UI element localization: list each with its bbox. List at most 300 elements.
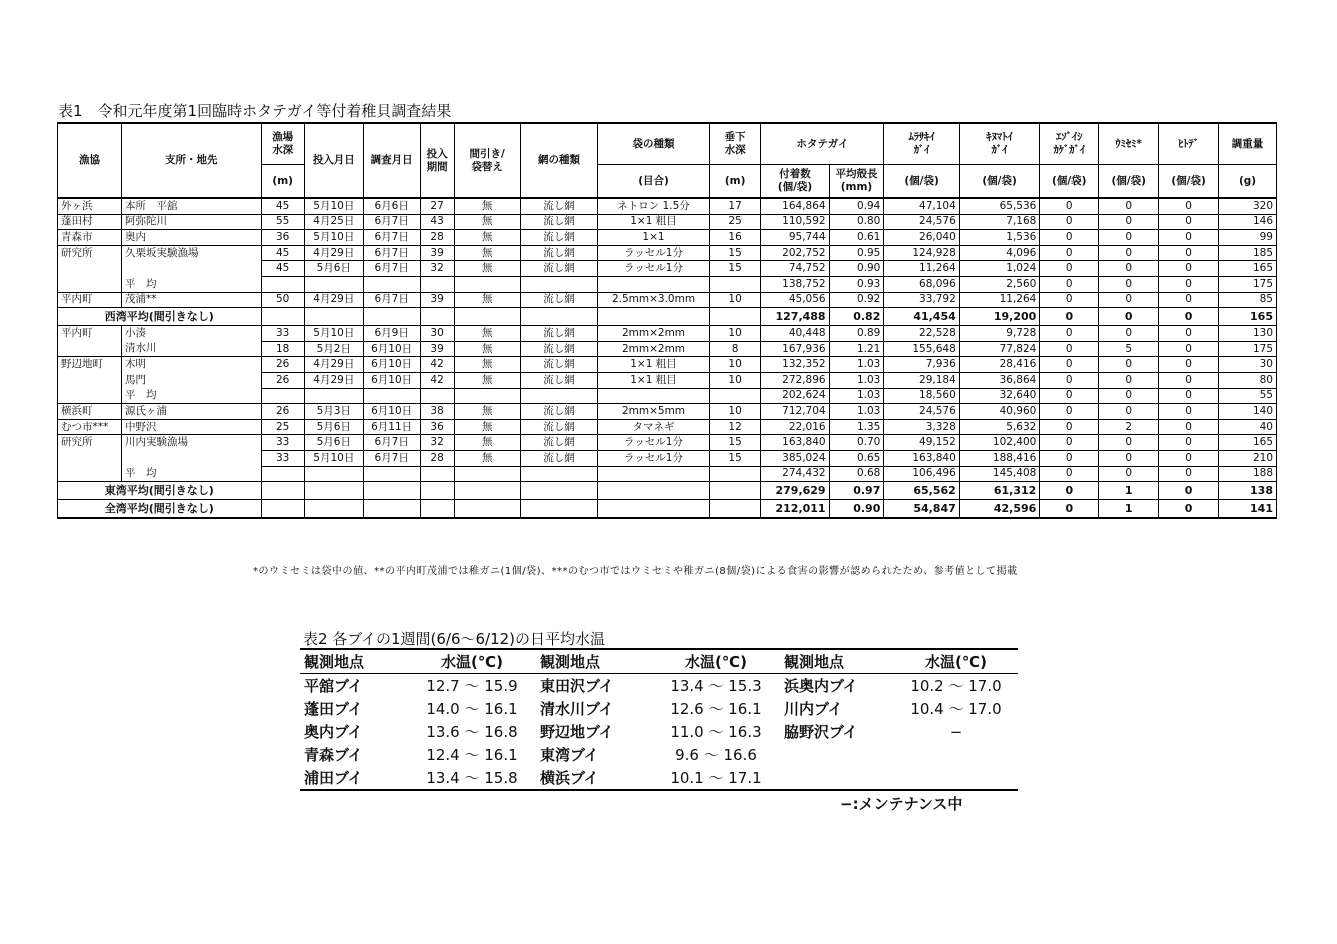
table-cell xyxy=(304,500,363,519)
table-cell: 2,560 xyxy=(959,276,1040,292)
table-cell: 0 xyxy=(1159,500,1219,519)
table1-header xyxy=(58,123,1277,198)
table-cell: 無 xyxy=(454,198,520,214)
header-hotate: ホタテガイ xyxy=(761,123,884,165)
table2 xyxy=(300,648,1018,791)
table-cell: 無 xyxy=(454,450,520,466)
table-cell: 1.03 xyxy=(829,372,884,388)
table-cell: 141 xyxy=(1219,500,1277,519)
cell-gyokyo xyxy=(58,450,122,466)
table-cell: 19,200 xyxy=(959,308,1040,326)
table-cell: 無 xyxy=(454,435,520,451)
table-cell: 無 xyxy=(454,326,520,342)
table-cell: 0 xyxy=(1040,404,1099,420)
station-name: 川内ブイ xyxy=(784,700,843,718)
table-cell: 0 xyxy=(1040,214,1099,230)
table-cell xyxy=(261,466,304,482)
cell-gyokyo: 平内町 xyxy=(58,326,122,342)
table-cell: 210 xyxy=(1219,450,1277,466)
station-name: 青森ブイ xyxy=(304,746,363,764)
cell-gyokyo: むつ市*** xyxy=(58,419,122,435)
header-mabiki: 間引き/ 袋替え xyxy=(454,123,520,198)
table-cell: 5月10日 xyxy=(304,450,363,466)
table-cell xyxy=(454,500,520,519)
table-cell: 0.97 xyxy=(829,482,884,500)
table-cell: 15 xyxy=(709,450,761,466)
header-unit-umisemi: (個/袋) xyxy=(1099,165,1159,199)
table-cell: 1,536 xyxy=(959,230,1040,246)
table-row xyxy=(58,261,1277,277)
table-cell: 99 xyxy=(1219,230,1277,246)
table-row xyxy=(58,341,1277,357)
table-cell: 279,629 xyxy=(761,482,829,500)
table-cell: 1×1 粗目 xyxy=(598,372,710,388)
header-temp-1: 水温(℃) xyxy=(408,649,536,674)
table-cell: 10 xyxy=(709,292,761,308)
table-cell: 45 xyxy=(261,261,304,277)
table-cell: 0 xyxy=(1040,326,1099,342)
table-cell: 7,936 xyxy=(884,357,959,373)
table-cell: 30 xyxy=(420,326,454,342)
table-cell xyxy=(304,276,363,292)
table-row xyxy=(58,198,1277,214)
table-cell: 0 xyxy=(1159,245,1219,261)
table-cell: 0 xyxy=(1040,308,1099,326)
cell-shisho: 馬門 xyxy=(122,372,261,388)
table-row xyxy=(58,388,1277,404)
table-cell: 41,454 xyxy=(884,308,959,326)
header-kinuma: ｷﾇﾏﾄｲ ｶﾞｲ xyxy=(959,123,1040,165)
table-cell: 138 xyxy=(1219,482,1277,500)
header-station-3: 観測地点 xyxy=(780,649,894,674)
table-cell: 42 xyxy=(420,357,454,373)
table-cell: 1 xyxy=(1099,482,1159,500)
table-cell xyxy=(420,482,454,500)
table-cell: 6月9日 xyxy=(363,326,420,342)
table-cell: 0 xyxy=(1099,326,1159,342)
header-unit-ezo: (個/袋) xyxy=(1040,165,1099,199)
table-cell: 5月10日 xyxy=(304,230,363,246)
header-temp-3: 水温(℃) xyxy=(894,649,1018,674)
water-temp: 14.0 〜 16.1 xyxy=(426,700,518,718)
table-cell: 0 xyxy=(1159,230,1219,246)
table-cell: 6月7日 xyxy=(363,292,420,308)
table-cell: 0 xyxy=(1159,435,1219,451)
station-name: 東湾ブイ xyxy=(540,746,599,764)
table-cell: 32,640 xyxy=(959,388,1040,404)
table-cell: 10 xyxy=(709,372,761,388)
header-suika-unit: (m) xyxy=(709,165,761,199)
table-cell xyxy=(598,500,710,519)
table1 xyxy=(57,122,1277,519)
table-cell: 0 xyxy=(1040,419,1099,435)
table-cell: 22,016 xyxy=(761,419,829,435)
table-cell: 132,352 xyxy=(761,357,829,373)
table-cell: 0 xyxy=(1159,419,1219,435)
table-cell xyxy=(454,482,520,500)
cell-shisho xyxy=(122,261,261,277)
table-cell: 6月10日 xyxy=(363,372,420,388)
water-temp: 10.2 〜 17.0 xyxy=(910,677,1002,695)
table-row xyxy=(300,766,1018,790)
header-kikan: 投入 期間 xyxy=(420,123,454,198)
table-cell: 124,928 xyxy=(884,245,959,261)
table-row xyxy=(58,372,1277,388)
table-cell: 45 xyxy=(261,245,304,261)
station-name: 野辺地ブイ xyxy=(540,723,614,741)
table-cell xyxy=(520,500,597,519)
table-cell: 10 xyxy=(709,357,761,373)
table-cell xyxy=(420,388,454,404)
table-cell: 49,152 xyxy=(884,435,959,451)
table-cell: 5月2日 xyxy=(304,341,363,357)
table-cell: 175 xyxy=(1219,276,1277,292)
table-cell: 0 xyxy=(1099,404,1159,420)
header-ezo: ｴｿﾞｲｼ ｶｹﾞｶﾞｲ xyxy=(1040,123,1099,165)
table-cell: 9,728 xyxy=(959,326,1040,342)
table-cell: 流し網 xyxy=(520,198,597,214)
table-cell: 42 xyxy=(420,372,454,388)
table-cell: 212,011 xyxy=(761,500,829,519)
header-unit-hitode: (個/袋) xyxy=(1159,165,1219,199)
table-cell xyxy=(709,500,761,519)
cell-shisho: 茂浦** xyxy=(122,292,261,308)
table-cell: 40,960 xyxy=(959,404,1040,420)
water-temp: 9.6 〜 16.6 xyxy=(675,746,757,764)
cell-shisho: 久栗坂実験漁場 xyxy=(122,245,261,261)
table-cell: 流し網 xyxy=(520,245,597,261)
station-name: 横浜ブイ xyxy=(540,769,599,787)
table-cell: 16 xyxy=(709,230,761,246)
table-cell: 140 xyxy=(1219,404,1277,420)
cell-gyokyo: 青森市 xyxy=(58,230,122,246)
station-name: 脇野沢ブイ xyxy=(784,723,858,741)
table-cell: 24,576 xyxy=(884,214,959,230)
table-cell: 6月7日 xyxy=(363,450,420,466)
table-cell: 145,408 xyxy=(959,466,1040,482)
table-row xyxy=(300,697,1018,720)
table-cell: 0 xyxy=(1099,435,1159,451)
table-cell: 36,864 xyxy=(959,372,1040,388)
table-cell: 10 xyxy=(709,326,761,342)
table-cell: 0 xyxy=(1040,357,1099,373)
table-cell: 165 xyxy=(1219,308,1277,326)
table-cell: 2.5mm×3.0mm xyxy=(598,292,710,308)
table-cell: 4月29日 xyxy=(304,372,363,388)
table-cell: 0 xyxy=(1099,245,1159,261)
table-cell xyxy=(420,308,454,326)
table-cell: 54,847 xyxy=(884,500,959,519)
table-cell: 29,184 xyxy=(884,372,959,388)
table-cell: 33 xyxy=(261,326,304,342)
table-cell: 167,936 xyxy=(761,341,829,357)
cell-gyokyo: 蓬田村 xyxy=(58,214,122,230)
station-name: 東田沢ブイ xyxy=(540,677,614,695)
table-cell: ラッセル1分 xyxy=(598,245,710,261)
table-cell: 0 xyxy=(1040,372,1099,388)
table-cell xyxy=(520,276,597,292)
cell-shisho: 清水川 xyxy=(122,341,261,357)
water-temp: 10.4 〜 17.0 xyxy=(910,700,1002,718)
table-cell: 1.35 xyxy=(829,419,884,435)
table-cell: 39 xyxy=(420,292,454,308)
header-gyokyo: 漁協 xyxy=(58,123,122,198)
cell-gyokyo xyxy=(58,276,122,292)
table-cell: 32 xyxy=(420,261,454,277)
table-cell: 0 xyxy=(1159,341,1219,357)
table-cell: 2mm×5mm xyxy=(598,404,710,420)
average-row xyxy=(58,482,1277,500)
table-cell: 0.93 xyxy=(829,276,884,292)
table-cell: 0 xyxy=(1040,500,1099,519)
table-cell: 0 xyxy=(1040,482,1099,500)
cell-gyokyo: 研究所 xyxy=(58,245,122,261)
table-cell: 0.82 xyxy=(829,308,884,326)
table-cell: 無 xyxy=(454,292,520,308)
average-label: 西湾平均(間引きなし) xyxy=(58,308,262,326)
table-cell: 0 xyxy=(1040,198,1099,214)
table-cell: 47,104 xyxy=(884,198,959,214)
table-cell xyxy=(304,308,363,326)
table-cell: 0 xyxy=(1159,482,1219,500)
table-cell: 0.80 xyxy=(829,214,884,230)
header-unit-murasaki: (個/袋) xyxy=(884,165,959,199)
table-cell: 0.65 xyxy=(829,450,884,466)
table-cell: 25 xyxy=(709,214,761,230)
table-cell: 1×1 粗目 xyxy=(598,357,710,373)
header-shisho: 支所・地先 xyxy=(122,123,261,198)
cell-shisho: 平 均 xyxy=(122,276,261,292)
table-cell: 0 xyxy=(1159,372,1219,388)
water-temp xyxy=(894,766,1018,790)
table-cell: 22,528 xyxy=(884,326,959,342)
table-cell: 5月6日 xyxy=(304,419,363,435)
water-temp: 12.6 〜 16.1 xyxy=(670,700,762,718)
table-cell: 0 xyxy=(1099,466,1159,482)
table-cell: 4,096 xyxy=(959,245,1040,261)
table-cell: 28 xyxy=(420,450,454,466)
table-cell: 11,264 xyxy=(959,292,1040,308)
average-label: 東湾平均(間引きなし) xyxy=(58,482,262,500)
table-row xyxy=(58,450,1277,466)
table-cell: 0 xyxy=(1159,326,1219,342)
table-cell xyxy=(598,276,710,292)
table-cell: 0.94 xyxy=(829,198,884,214)
table1-footnote: *のウミセミは袋中の値、**の平内町茂浦では稚ガニ(1個/袋)、***のむつ市ではウミセミや稚ガニ(8個/袋)による食害の影響が認められたため、参考値として掲載 xyxy=(253,566,1018,577)
table-cell: 無 xyxy=(454,261,520,277)
table-cell xyxy=(363,466,420,482)
table-cell: 188,416 xyxy=(959,450,1040,466)
table-cell: 0.90 xyxy=(829,500,884,519)
table-cell: 6月7日 xyxy=(363,230,420,246)
station-name: 平舘ブイ xyxy=(304,677,363,695)
table-cell xyxy=(520,466,597,482)
table-cell: 85 xyxy=(1219,292,1277,308)
table-cell: 6月10日 xyxy=(363,357,420,373)
table-cell xyxy=(598,388,710,404)
table-cell: 0 xyxy=(1099,450,1159,466)
table-row xyxy=(300,674,1018,698)
maintenance-note: −:メンテナンス中 xyxy=(840,795,963,813)
table-cell xyxy=(261,482,304,500)
table-cell: 0.90 xyxy=(829,261,884,277)
table-cell: 0 xyxy=(1099,198,1159,214)
header-fukuro-unit: (目合) xyxy=(598,165,710,199)
table-cell: 0 xyxy=(1099,308,1159,326)
table-cell: 4月29日 xyxy=(304,357,363,373)
cell-shisho: 阿弥陀川 xyxy=(122,214,261,230)
table-cell: 61,312 xyxy=(959,482,1040,500)
table-cell: 4月29日 xyxy=(304,292,363,308)
table-cell: 0.68 xyxy=(829,466,884,482)
table-cell: 流し網 xyxy=(520,214,597,230)
table-cell xyxy=(261,500,304,519)
station-name: 浜奥内ブイ xyxy=(784,677,858,695)
cell-gyokyo xyxy=(58,388,122,404)
station-name: 清水川ブイ xyxy=(540,700,614,718)
cell-gyokyo xyxy=(58,372,122,388)
table-cell: 0 xyxy=(1159,404,1219,420)
table-row xyxy=(58,292,1277,308)
cell-shisho xyxy=(122,450,261,466)
table-cell: 3,328 xyxy=(884,419,959,435)
header-chosa: 調査月日 xyxy=(363,123,420,198)
table-cell: 0 xyxy=(1159,388,1219,404)
average-label: 全湾平均(間引きなし) xyxy=(58,500,262,519)
header-unit-kinuma: (個/袋) xyxy=(959,165,1040,199)
table-cell: 27 xyxy=(420,198,454,214)
cell-gyokyo xyxy=(58,261,122,277)
table-cell: 74,752 xyxy=(761,261,829,277)
table-cell: 77,824 xyxy=(959,341,1040,357)
table-cell: 5月6日 xyxy=(304,261,363,277)
water-temp xyxy=(894,743,1018,766)
table-cell: 0 xyxy=(1099,276,1159,292)
table-row xyxy=(300,720,1018,743)
table-cell: 無 xyxy=(454,245,520,261)
table-cell: 33 xyxy=(261,435,304,451)
header-station-1: 観測地点 xyxy=(300,649,408,674)
table-cell: 42,596 xyxy=(959,500,1040,519)
header-fukuro: 袋の種類 xyxy=(598,123,710,165)
table-cell: 0 xyxy=(1099,388,1159,404)
table-cell: 40 xyxy=(1219,419,1277,435)
table-cell xyxy=(454,388,520,404)
table-cell: 274,432 xyxy=(761,466,829,482)
table-cell: 30 xyxy=(1219,357,1277,373)
table-cell xyxy=(261,276,304,292)
table-cell: 無 xyxy=(454,230,520,246)
table-cell: 流し網 xyxy=(520,261,597,277)
table-cell: 33 xyxy=(261,450,304,466)
header-suika: 垂下 水深 xyxy=(709,123,761,165)
table-cell: 2mm×2mm xyxy=(598,341,710,357)
table-row xyxy=(58,357,1277,373)
cell-shisho: 小湊 xyxy=(122,326,261,342)
table-row xyxy=(58,435,1277,451)
table-cell: 6月7日 xyxy=(363,214,420,230)
table-cell: 25 xyxy=(261,419,304,435)
water-temp: 12.4 〜 16.1 xyxy=(426,746,518,764)
header-juryo: 調重量 xyxy=(1219,123,1277,165)
cell-shisho: 川内実験漁場 xyxy=(122,435,261,451)
table-cell: 28,416 xyxy=(959,357,1040,373)
table-cell: 流し網 xyxy=(520,292,597,308)
cell-shisho: 木明 xyxy=(122,357,261,373)
table-cell: 1.03 xyxy=(829,388,884,404)
table-cell: ラッセル1分 xyxy=(598,261,710,277)
table-cell: 0 xyxy=(1159,261,1219,277)
table-cell: 流し網 xyxy=(520,326,597,342)
table-cell: 272,896 xyxy=(761,372,829,388)
table-cell: 0 xyxy=(1040,292,1099,308)
table-cell: 28 xyxy=(420,230,454,246)
table-row xyxy=(58,404,1277,420)
station-name xyxy=(780,743,894,766)
header-station-2: 観測地点 xyxy=(536,649,652,674)
table-cell: 無 xyxy=(454,214,520,230)
table-cell: 流し網 xyxy=(520,341,597,357)
table-cell: 0.61 xyxy=(829,230,884,246)
table-cell: 0 xyxy=(1159,276,1219,292)
header-fuchaku: 付着数 (個/袋) xyxy=(761,165,829,199)
table-cell: 163,840 xyxy=(761,435,829,451)
table-cell: 6月7日 xyxy=(363,245,420,261)
table-cell: 0 xyxy=(1040,450,1099,466)
table-cell: 4月25日 xyxy=(304,214,363,230)
table-cell: 106,496 xyxy=(884,466,959,482)
table-cell: 2mm×2mm xyxy=(598,326,710,342)
table-cell: 155,648 xyxy=(884,341,959,357)
table-cell: 5月6日 xyxy=(304,435,363,451)
table-cell: タマネギ xyxy=(598,419,710,435)
table-cell: 1×1 粗目 xyxy=(598,214,710,230)
table-cell: 流し網 xyxy=(520,450,597,466)
table2-title: 表2 各ブイの1週間(6/6〜6/12)の日平均水温 xyxy=(303,630,606,648)
table-cell: 146 xyxy=(1219,214,1277,230)
table-cell: 5 xyxy=(1099,341,1159,357)
table-cell: 無 xyxy=(454,404,520,420)
table-cell: 202,752 xyxy=(761,245,829,261)
table-cell xyxy=(304,466,363,482)
table-cell: 95,744 xyxy=(761,230,829,246)
table-cell: 0 xyxy=(1099,214,1159,230)
table-cell: 0 xyxy=(1159,357,1219,373)
table-cell: 65,536 xyxy=(959,198,1040,214)
table1-title: 表1 令和元年度第1回臨時ホタテガイ等付着稚貝調査結果 xyxy=(58,100,451,123)
header-suishin: 漁場 水深 xyxy=(261,123,304,165)
table-cell: 6月11日 xyxy=(363,419,420,435)
table-cell: 26 xyxy=(261,372,304,388)
table-cell xyxy=(709,466,761,482)
table-cell: 0 xyxy=(1159,466,1219,482)
table-cell: 33,792 xyxy=(884,292,959,308)
table-cell: 15 xyxy=(709,261,761,277)
table-cell: 45 xyxy=(261,198,304,214)
table-cell: 7,168 xyxy=(959,214,1040,230)
cell-shisho: 平 均 xyxy=(122,388,261,404)
cell-shisho: 中野沢 xyxy=(122,419,261,435)
table-cell xyxy=(420,500,454,519)
table-cell: 0 xyxy=(1099,261,1159,277)
table-cell: 185 xyxy=(1219,245,1277,261)
table-cell: 138,752 xyxy=(761,276,829,292)
header-murasaki: ﾑﾗｻｷｲ ｶﾞｲ xyxy=(884,123,959,165)
table-cell: 15 xyxy=(709,245,761,261)
cell-gyokyo: 野辺地町 xyxy=(58,357,122,373)
table-cell xyxy=(520,388,597,404)
table-cell: 1.03 xyxy=(829,404,884,420)
